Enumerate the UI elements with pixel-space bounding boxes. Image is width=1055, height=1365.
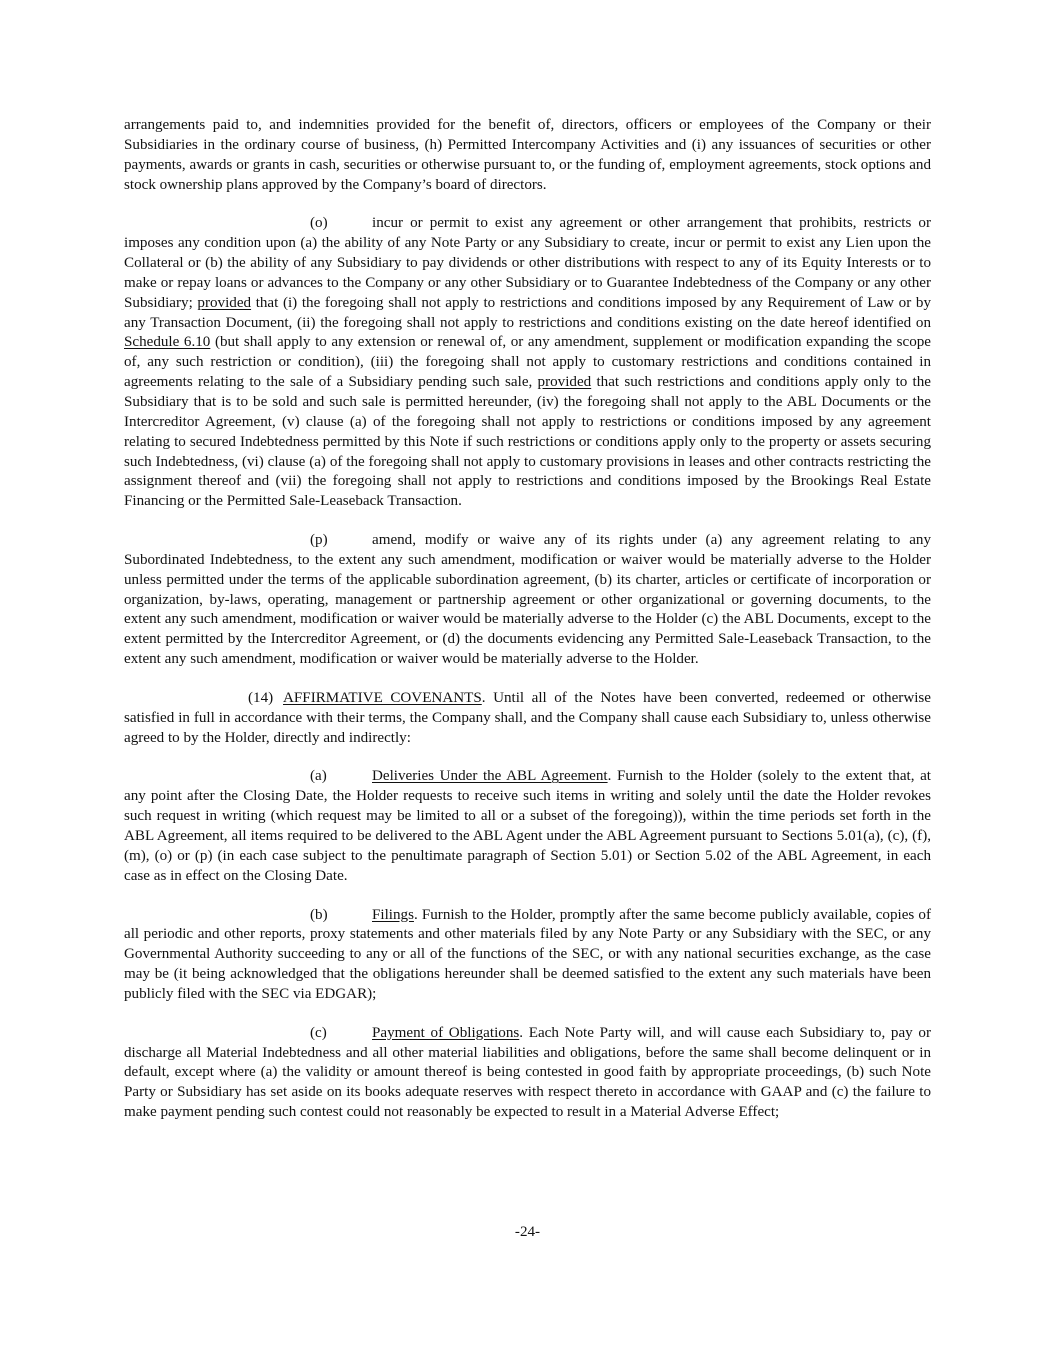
paragraph-b xyxy=(124,906,931,1005)
paragraph-a-heading: Deliveries Under the ABL Agreement xyxy=(372,768,608,785)
paragraph-b-heading: Filings xyxy=(372,906,414,923)
paragraph-b-text: . Furnish to the Holder, promptly after the same become publicly available, copies of all periodic and other reports, proxy statements and other materials filed by any Note Party or any Subsidiary with the SEC, or any Governmental Authority succeeding to any or all of the functions of the SEC, or with any national securities exchange, as the case may be (it being acknowledged that the obligations hereunder shall be deemed satisfied to the extent any such materials have been publicly filed with the SEC via EDGAR); xyxy=(124,906,931,1002)
provided-term-2: provided xyxy=(537,374,592,391)
section-14 xyxy=(124,689,931,749)
section-14-heading: AFFIRMATIVE COVENANTS xyxy=(283,689,482,706)
paragraph-o-text-1: incur or permit to exist any agreement or other arrangement that prohibits, restricts or imposes any condition upon (a) the ability of any Note Party or any Subsidiary to create, incur or permit to exist any Lien upon the Collateral or (b) the ability of any Subsidiary to pay dividends or other distributions with respect to any of its Equity Interests or to make or repay loans or advances to the Company or any other Subsidiary or to Guarantee Indebtedness of the Company or any other Subsidiary; xyxy=(124,215,931,311)
paragraph-c-text: . Each Note Party will, and will cause each Subsidiary to, pay or discharge all Material Indebtedness and all other material liabilities and obligations, before the same shall become delinquent or in default, except where (a) the validity or amount thereof is being contested in good faith by appropriate proceedings, (b) such Note Party or Subsidiary has set aside on its books adequate reserves with respect thereto in accordance with GAAP and (c) the failure to make payment pending such contest could not reasonably be expected to result in a Material Adverse Effect; xyxy=(124,1024,931,1121)
paragraph-p xyxy=(124,531,931,670)
paragraph-b-label: (b) xyxy=(310,906,328,923)
continuation-paragraph xyxy=(124,116,931,195)
paragraph-a xyxy=(124,767,931,886)
schedule-reference: Schedule 6.10 xyxy=(124,334,211,351)
section-14-text: . Until all of the Notes have been converted, redeemed or otherwise satisfied in full in accordance with their terms, the Company shall, and the Company shall cause each Subsidiary to, unless otherwise agreed to by the Holder, directly and indirectly: xyxy=(124,689,931,746)
paragraph-o-text-3: (but shall apply to any extension or renewal of, or any amendment, supplement or modification expanding the scope of, any such restriction or condition), (iii) the foregoing shall not apply to customary restrictions and conditions contained in agreements relating to the sale of a Subsidiary pending such sale, xyxy=(124,334,931,391)
paragraph-a-label: (a) xyxy=(310,768,327,785)
paragraph-a-text: . Furnish to the Holder (solely to the extent that, at any point after the Closing Date, the Holder requests to receive such items in writing and solely until the date the Holder revokes such request in writing (which request may be limited to all or a subset of the foregoing)), within the time periods set forth in the ABL Agreement, all items required to be delivered to the ABL Agent under the ABL Agreement pursuant to Sections 5.01(a), (c), (f), (m), (o) or (p) (in each case subject to the penultimate paragraph of Section 5.01) or Section 5.02 of the ABL Agreement, in each case as in effect on the Closing Date. xyxy=(124,768,931,884)
paragraph-p-text: amend, modify or waive any of its rights under (a) any agreement relating to any Subordinated Indebtedness, to the extent any such amendment, modification or waiver would be materially adverse to the Holder unless permitted under the terms of the applicable subordination agreement, (b) its charter, articles or certificate of incorporation or organization, by-laws, operating, management or partnership agreement or other organizational or governing documents, to the extent any such amendment, modification or waiver would be materially adverse to the Holder (c) the ABL Documents, except to the extent permitted by the Intercreditor Agreement, or (d) the documents evidencing any Permitted Sale-Leaseback Transaction, to the extent any such amendment, modification or waiver would be materially adverse to the Holder. xyxy=(124,532,931,668)
continuation-text: arrangements paid to, and indemnities provided for the benefit of, directors, officers or employees of the Company or their Subsidiaries in the ordinary course of business, (h) Permitted Intercompany Activities and (i) any issuances of securities or other payments, awards or grants in cash, securities or otherwise pursuant to, or the funding of, employment agreements, stock options and stock ownership plans approved by the Company’s board of directors. xyxy=(124,117,931,193)
paragraph-c xyxy=(124,1024,931,1123)
paragraph-c-heading: Payment of Obligations xyxy=(372,1024,520,1041)
document-page xyxy=(124,116,931,1123)
provided-term-1: provided xyxy=(197,294,252,311)
paragraph-o-text-4: that such restrictions and conditions apply only to the Subsidiary that is to be sold and such sale is permitted hereunder, (iv) the foregoing shall not apply to the ABL Documents or the Intercreditor Agreement, (v) clause (a) of the foregoing shall not apply to restrictions or conditions imposed by any agreement relating to secured Indebtedness permitted by this Note if such restrictions or conditions apply only to the property or assets securing such Indebtedness, (vi) clause (a) of the foregoing shall not apply to customary provisions in leases and other contracts restricting the assignment thereof and (vii) the foregoing shall not apply to restrictions and conditions imposed by the Brookings Real Estate Financing or the Permitted Sale-Leaseback Transaction. xyxy=(124,374,932,510)
page-number: -24- xyxy=(514,1224,541,1240)
paragraph-o xyxy=(124,214,931,512)
paragraph-p-label: (p) xyxy=(310,532,328,549)
paragraph-o-label: (o) xyxy=(310,215,328,232)
section-14-label: (14) xyxy=(248,689,274,706)
paragraph-c-label: (c) xyxy=(310,1024,327,1041)
paragraph-o-text-2: that (i) the foregoing shall not apply to restrictions and conditions imposed by any Requirement of Law or by any Transaction Document, (ii) the foregoing shall not apply to restrictions and conditions existing on the date hereof identified on xyxy=(124,294,931,331)
